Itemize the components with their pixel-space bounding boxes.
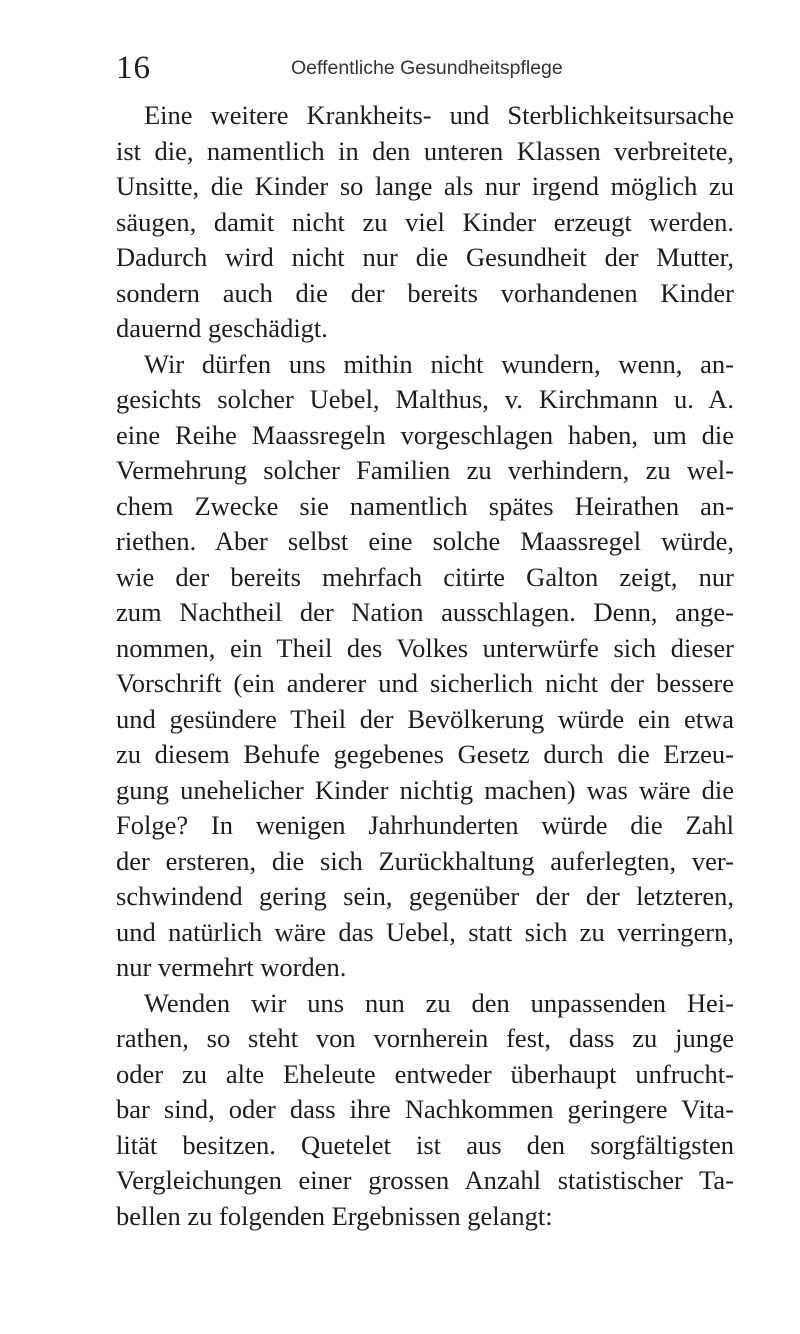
text-line: ist die, namentlich in den unteren Klassen verbreitete, [116, 135, 734, 166]
text-line: Folge? In wenigen Jahrhunderten würde die Zahl [116, 810, 734, 840]
body-text [116, 98, 734, 1234]
text-line: oder zu alte Eheleute entweder überhaupt unfrucht- [116, 1058, 734, 1089]
text-line: schwindend gering sein, gegenüber der der letzteren, [116, 881, 734, 911]
text-line: der ersteren, die sich Zurückhaltung auferlegten, ver- [116, 845, 734, 876]
text-line: rathen, so steht von vornherein fest, dass zu junge [116, 1023, 734, 1053]
text-line: und gesündere Theil der Bevölkerung würde ein etwa [116, 703, 734, 734]
text-line: bar sind, oder dass ihre Nachkommen geringere Vita- [116, 1094, 734, 1124]
text-line: gung unehelicher Kinder nichtig machen) was wäre die [116, 774, 734, 805]
text-line: chem Zwecke sie namentlich spätes Heirathen an- [116, 490, 734, 521]
text-line: Unsitte, die Kinder so lange als nur irgend möglich zu [116, 171, 734, 201]
running-head: Oeffentliche Gesundheitspflege [291, 57, 563, 79]
text-line: sondern auch die der bereits vorhandenen Kinder [116, 277, 734, 308]
text-line: Vorschrift (ein anderer und sicherlich nicht der bessere [116, 668, 734, 698]
page-header [116, 48, 736, 88]
text-line: Dadurch wird nicht nur die Gesundheit der Mutter, [116, 242, 734, 272]
text-line: Eine weitere Krankheits- und Sterblichkeitsursache [144, 100, 734, 130]
text-line: nur vermehrt worden. [116, 952, 347, 982]
text-line: nommen, ein Theil des Volkes unterwürfe sich dieser [116, 632, 734, 663]
text-line: Vermehrung solcher Familien zu verhindern, zu wel- [116, 455, 734, 485]
text-line: wie der bereits mehrfach citirte Galton zeigt, nur [116, 561, 734, 592]
text-line: Wenden wir uns nun zu den unpassenden Hei- [144, 987, 734, 1018]
text-line: säugen, damit nicht zu viel Kinder erzeugt werden. [116, 206, 734, 237]
text-line: zum Nachtheil der Nation ausschlagen. Denn, ange- [116, 597, 734, 627]
text-line: eine Reihe Maassregeln vorgeschlagen haben, um die [116, 419, 734, 450]
text-line: riethen. Aber selbst eine solche Maassregel würde, [116, 526, 734, 556]
page-number: 16 [116, 50, 151, 86]
text-line: gesichts solcher Uebel, Malthus, v. Kirchmann u. A. [116, 384, 734, 414]
text-line: bellen zu folgenden Ergebnissen gelangt: [116, 1200, 553, 1231]
text-line: dauernd geschädigt. [116, 313, 328, 343]
text-line: lität besitzen. Quetelet ist aus den sorgfältigsten [116, 1129, 734, 1160]
text-line: und natürlich wäre das Uebel, statt sich zu verringern, [116, 916, 734, 947]
text-line: Wir dürfen uns mithin nicht wundern, wenn, an- [144, 348, 734, 379]
text-line: zu diesem Behufe gegebenes Gesetz durch die Erzeu- [116, 739, 734, 769]
text-line: Vergleichungen einer grossen Anzahl statistischer Ta- [116, 1165, 734, 1195]
